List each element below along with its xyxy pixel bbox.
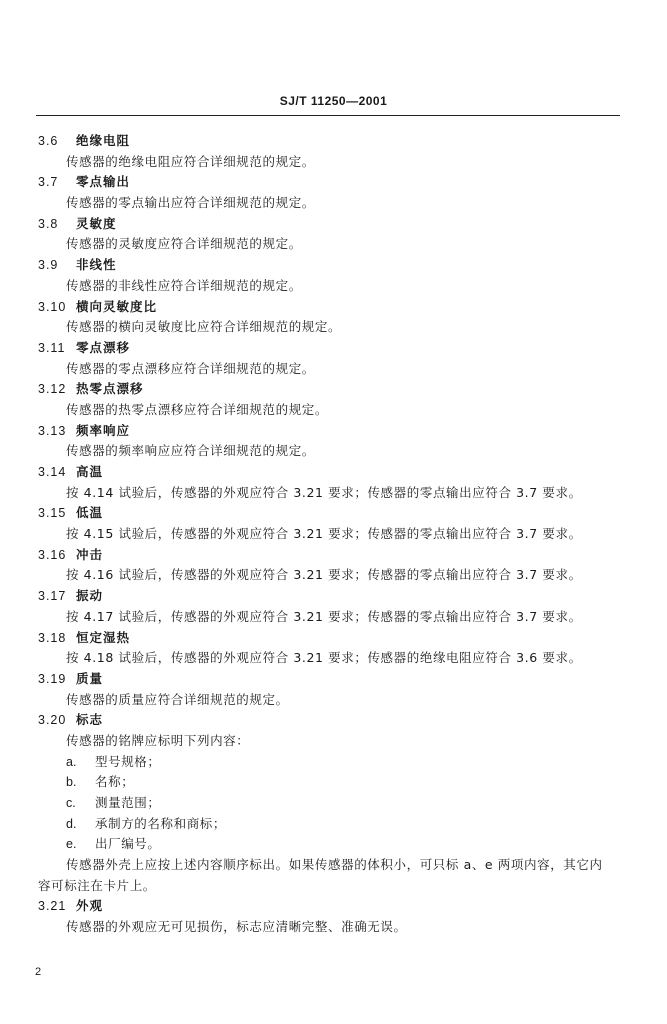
- clause-text: 按 4.16 试验后，传感器的外观应符合 3.21 要求；传感器的零点输出应符合 3.7 要求。: [66, 567, 582, 583]
- clause-text: 传感器的频率响应应符合详细规范的规定。: [66, 443, 315, 459]
- list-item-text: 型号规格；: [95, 753, 161, 769]
- clause-title: 标志: [76, 712, 104, 728]
- clause-number: 3.15: [38, 506, 67, 521]
- clause-text: 按 4.15 试验后，传感器的外观应符合 3.21 要求；传感器的零点输出应符合 3.7 要求。: [66, 526, 582, 542]
- clause-title: 低温: [76, 505, 104, 521]
- list-item-text: 测量范围；: [95, 795, 161, 810]
- clause-heading: [0, 710, 667, 731]
- clause-heading: [0, 896, 667, 917]
- list-item-text: 出厂编号。: [95, 836, 161, 852]
- clause-title: 高温: [76, 464, 104, 479]
- list-item-text: 承制方的名称和商标；: [95, 815, 227, 831]
- clause-title: 零点漂移: [76, 339, 131, 355]
- clause-title: 振动: [76, 588, 104, 604]
- list-marker: e.: [66, 837, 77, 852]
- clause-number: 3.7: [38, 175, 59, 190]
- clause-heading: [0, 379, 667, 400]
- clause-heading: [0, 297, 667, 318]
- clause-title: 质量: [76, 670, 104, 686]
- clause-text: 传感器的外观应无可见损伤，标志应清晰完整、准确无误。: [66, 919, 407, 935]
- list-marker: d.: [66, 816, 77, 831]
- list-marker: a.: [66, 754, 77, 769]
- list-marker: c.: [66, 796, 76, 810]
- clause-number: 3.18: [38, 630, 67, 645]
- clause-heading: [0, 421, 667, 442]
- marking-note-line-2: 容可标注在卡片上。: [38, 877, 156, 893]
- clause-text: 传感器的零点漂移应符合详细规范的规定。: [66, 360, 315, 376]
- clause-number: 3.13: [38, 423, 67, 438]
- clause-heading: [0, 172, 667, 193]
- clause-text: 传感器的热零点漂移应符合详细规范的规定。: [66, 401, 329, 417]
- marking-list-item: [0, 752, 667, 773]
- marking-item-list: [0, 752, 667, 855]
- marking-list-item: [0, 793, 667, 814]
- clause-text: 按 4.18 试验后，传感器的外观应符合 3.21 要求；传感器的绝缘电阻应符合 3.6 要求。: [66, 650, 582, 666]
- clause-number: 3.14: [38, 465, 67, 479]
- clause-number: 3.20: [38, 713, 67, 728]
- clause-number: 3.6: [38, 134, 59, 148]
- clause-heading: [0, 503, 667, 524]
- clause-number: 3.12: [38, 382, 67, 397]
- clause-title: 灵敏度: [76, 215, 117, 231]
- clause-number: 3.11: [38, 340, 66, 355]
- clause-heading: [0, 545, 667, 566]
- page-number: 2: [35, 966, 42, 978]
- clause-heading: [0, 255, 667, 276]
- document-code-header: SJ/T 11250—2001: [279, 94, 388, 108]
- clause-title: 频率响应: [76, 422, 131, 438]
- clause-title: 零点输出: [76, 174, 131, 190]
- marking-note-line-1: 传感器外壳上应按上述内容顺序标出。如果传感器的体积小，可只标 a、e 两项内容，其它内: [66, 857, 603, 873]
- header-rule: [36, 115, 620, 116]
- clause-text: 按 4.17 试验后，传感器的外观应符合 3.21 要求；传感器的零点输出应符合 3.7 要求。: [66, 608, 582, 624]
- clause-number: 3.16: [38, 547, 67, 562]
- clause-text: 传感器的铭牌应标明下列内容：: [66, 732, 250, 748]
- clause-text: 按 4.14 试验后，传感器的外观应符合 3.21 要求；传感器的零点输出应符合 3.7 要求。: [66, 484, 582, 500]
- clause-heading: [0, 462, 667, 483]
- clause-heading: [0, 586, 667, 607]
- clause-title: 冲击: [76, 546, 104, 562]
- marking-list-item: [0, 834, 667, 855]
- clause-number: 3.17: [38, 589, 67, 604]
- clause-text: 传感器的非线性应符合详细规范的规定。: [66, 277, 302, 293]
- clause-heading: [0, 628, 667, 649]
- clause-text: 传感器的零点输出应符合详细规范的规定。: [66, 195, 315, 211]
- clause-title: 热零点漂移: [76, 381, 144, 397]
- clause-heading: [0, 131, 667, 152]
- clause-title: 外观: [76, 898, 104, 914]
- clause-title: 横向灵敏度比: [76, 298, 158, 314]
- clause-heading: [0, 214, 667, 235]
- clause-heading: [0, 669, 667, 690]
- list-marker: b.: [66, 775, 77, 790]
- marking-list-item: [0, 814, 667, 835]
- marking-list-item: [0, 772, 667, 793]
- clause-text: 传感器的横向灵敏度比应符合详细规范的规定。: [66, 319, 342, 335]
- clause-number: 3.21: [38, 899, 67, 914]
- clause-number: 3.8: [38, 216, 59, 231]
- clause-text: 传感器的绝缘电阻应符合详细规范的规定。: [66, 153, 315, 169]
- clause-title: 非线性: [76, 257, 117, 273]
- clause-title: 绝缘电阻: [76, 133, 131, 148]
- list-item-text: 名称；: [95, 774, 135, 790]
- document-body: [0, 131, 667, 938]
- clause-text: 传感器的质量应符合详细规范的规定。: [66, 691, 289, 707]
- clause-number: 3.19: [38, 671, 67, 686]
- clause-text: 传感器的灵敏度应符合详细规范的规定。: [66, 236, 302, 252]
- clause-list: [0, 131, 667, 710]
- clause-heading: [0, 338, 667, 359]
- clause-title: 恒定湿热: [76, 629, 131, 645]
- clause-number: 3.9: [38, 258, 59, 273]
- clause-number: 3.10: [38, 299, 67, 314]
